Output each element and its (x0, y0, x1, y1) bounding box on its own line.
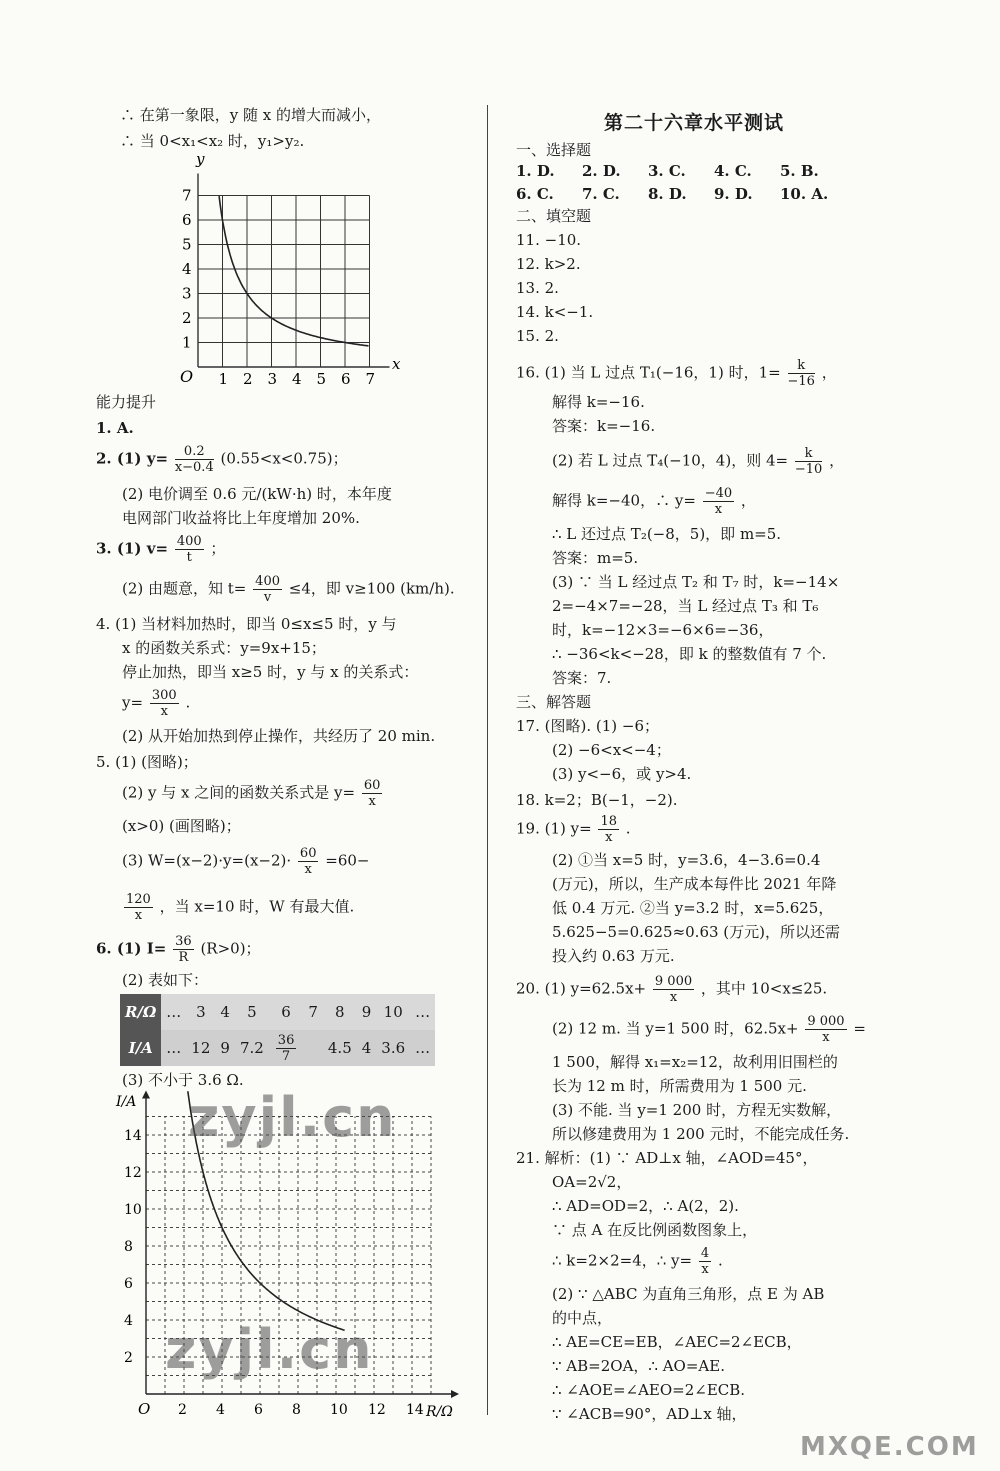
table-cell: 10 (376, 994, 410, 1030)
answer-12: 12. k>2. (516, 255, 581, 273)
table-cell: 3 (186, 994, 215, 1030)
x-tick-label: 10 (330, 1402, 348, 1418)
choice-answers-row (516, 161, 840, 181)
answer-14: 14. k<−1. (516, 303, 594, 321)
text-line: 的中点， (552, 1309, 613, 1327)
text-line: 时，k=−12×3=−6×6=−36， (552, 621, 774, 639)
origin-label: O (180, 367, 194, 386)
text-line: 5.625−5=0.625≈0.63 (万元)，所以还需 (552, 923, 841, 941)
x-tick-label: 7 (365, 370, 376, 388)
x-tick-label: 2 (178, 1402, 187, 1418)
text-line: 答案：7. (552, 669, 612, 687)
y-axis-label: y (196, 150, 205, 168)
choice-answer: 6. C. (516, 185, 554, 203)
y-tick-label: 10 (124, 1202, 142, 1218)
section-heading: 能力提升 (96, 393, 157, 411)
text-line: 解得 k=−16. (552, 393, 645, 411)
table-cell: 3.6 (376, 1030, 410, 1066)
text-line: (3) 不小于 3.6 Ω. (122, 1071, 244, 1089)
y-tick-label: 3 (182, 284, 192, 303)
answer-20-1: 20. (1) y=62.5x+ $\frac{9 000}{x}$ ，其中 10<x≤25. (516, 974, 828, 1005)
choice-answer: 7. C. (582, 185, 620, 203)
choice-answers-row (516, 184, 840, 204)
answer-21: 21. 解析：(1) ∵ AD⊥x 轴，∠AOD=45°， (516, 1149, 818, 1167)
table-cell: … (161, 1030, 186, 1066)
x-tick-label: 8 (292, 1402, 301, 1418)
answer-16-2-cont: 解得 k=−40，∴ y= $\frac{-40}{x}$ ， (552, 486, 756, 517)
table-cell: $\frac{36}{7}$ (269, 1030, 304, 1066)
answer-4-formula: y= $\frac{300}{x}$ . (122, 688, 191, 719)
text-line: 投入约 0.63 万元. (552, 947, 675, 965)
watermark: zyjl.cn (165, 1318, 374, 1381)
text-line: 长为 12 m 时，所需费用为 1 500 元. (552, 1077, 807, 1095)
text-line: ∴ 在第一象限，y 随 x 的增大而减小， (120, 106, 382, 124)
text-line: (2) 从开始加热到停止操作，共经历了 20 min. (122, 727, 436, 745)
text-line: 4. (1) 当材料加热时，即当 0≤x≤5 时，y 与 (96, 615, 397, 633)
text-line: (3) ∵ 当 L 经过点 T₂ 和 T₇ 时，k=−14× (552, 573, 840, 591)
x-tick-label: 6 (341, 370, 351, 388)
text-line: x 的函数关系式：y=9x+15； (122, 639, 326, 657)
table-cell: 6 (269, 994, 304, 1030)
table-cell (303, 1030, 323, 1066)
y-tick-label: 4 (124, 1313, 133, 1329)
text-line: ∵ 点 A 在反比例函数图象上， (552, 1221, 758, 1239)
text-line: (2) ∵ △ABC 为直角三角形，点 E 为 AB (552, 1285, 825, 1303)
y-tick-label: 1 (182, 333, 192, 352)
text-line: (2) ①当 x=5 时，y=3.6，4−3.6=0.4 (552, 851, 821, 869)
y-tick-label: 12 (124, 1165, 142, 1181)
x-axis-label: R/Ω (426, 1404, 453, 1418)
text-line: (2) 表如下： (122, 971, 209, 989)
table-cell: 5 (235, 994, 269, 1030)
table-cell: 12 (186, 1030, 215, 1066)
section-heading: 一、选择题 (516, 141, 592, 159)
table-cell: 8 (323, 994, 357, 1030)
y-tick-label: 2 (182, 309, 192, 327)
table-cell: … (410, 1030, 435, 1066)
text-line: ∴ AD=OD=2，∴ A(2，2). (552, 1197, 739, 1215)
y-axis-label: I/A (116, 1094, 137, 1110)
text-line: ∴ L 还过点 T₂(−8，5)，即 m=5. (552, 525, 782, 543)
text-line: 低 0.4 万元. ②当 y=3.2 时，x=5.625， (552, 899, 834, 917)
text-line: (2) −6<x<−4； (552, 741, 671, 759)
text-line: 电网部门收益将比上年度增加 20%. (122, 509, 360, 527)
choice-answer: 4. C. (714, 162, 752, 180)
choice-answer: 3. C. (648, 162, 686, 180)
choice-answer: 2. D. (582, 162, 621, 180)
choice-answer: 1. D. (516, 162, 555, 180)
y-tick-label: 6 (182, 211, 192, 229)
table-cell: 4 (357, 1030, 377, 1066)
answer-16-1: 16. (1) 当 L 过点 T₁(−16，1) 时，1= $\frac{k}{-16}$ ， (516, 358, 837, 389)
x-tick-label: 2 (243, 370, 253, 388)
x-tick-label: 6 (254, 1402, 263, 1418)
answer-11: 11. −10. (516, 231, 582, 249)
text-line: ∵ AB=2OA，∴ AO=AE. (552, 1357, 725, 1375)
table-cell: 7.2 (235, 1030, 269, 1066)
x-tick-label: 12 (368, 1402, 386, 1418)
watermark-site: MXQE.COM (800, 1432, 979, 1462)
table-cell: … (410, 994, 435, 1030)
answer-20-2: (2) 12 m. 当 y=1 500 时，62.5x+ $\frac{9 000}{x}$ = (552, 1014, 866, 1045)
text-line: (万元)，所以，生产成本每件比 2021 年降 (552, 875, 837, 893)
x-tick-label: 3 (267, 370, 278, 388)
choice-answer: 8. D. (648, 185, 687, 203)
text-line: 停止加热，即当 x≥5 时，y 与 x 的关系式： (122, 663, 419, 681)
answer-5-3: (3) W=(x−2)·y=(x−2)· $\frac{60}{x}$ =60− (122, 846, 370, 877)
answer-16-2: (2) 若 L 过点 T₄(−10，4)，则 4= $\frac{k}{-10}$ ， (552, 446, 845, 477)
answer-2-1: 2. (1) y= $\frac{0.2}{x-0.4}$ (0.55<x<0.75)； (96, 444, 348, 475)
text-line: (x>0) (画图略)； (122, 817, 241, 835)
x-axis-label: x (392, 355, 401, 373)
answer-19-1: 19. (1) y= $\frac{18}{x}$ . (516, 814, 631, 845)
x-tick-label: 5 (316, 370, 327, 388)
chapter-title: 第二十六章水平测试 (604, 112, 785, 134)
y-tick-label: 5 (182, 235, 192, 254)
answer-5-2: (2) y 与 x 之间的函数关系式是 y= $\frac{60}{x}$ (122, 778, 381, 809)
y-tick-label: 2 (124, 1350, 133, 1366)
text-line: 答案：m=5. (552, 549, 639, 567)
y-tick-label: 14 (124, 1128, 142, 1144)
section-heading: 二、填空题 (516, 207, 592, 225)
answer-17: 17. (图略). (1) −6； (516, 717, 659, 735)
text-line: ∴ 当 0<x₁<x₂ 时，y₁>y₂. (120, 132, 305, 150)
y-tick-label: 6 (124, 1276, 133, 1292)
answer-1: 1. A. (96, 419, 134, 437)
table-cell: 9 (357, 994, 377, 1030)
answer-3-2: (2) 由题意，知 t= $\frac{400}{v}$ ≤4，即 v≥100 (km/h). (122, 574, 455, 605)
text-line: (2) 电价调至 0.6 元/(kW·h) 时，本年度 (122, 485, 392, 503)
text-line: ∴ ∠AOE=∠AEO=2∠ECB. (552, 1381, 746, 1399)
text-line: (3) 不能. 当 y=1 200 时，方程无实数解， (552, 1101, 842, 1119)
answer-6-1: 6. (1) I= $\frac{36}{R}$ (R>0)； (96, 934, 261, 965)
text-line: ∵ ∠ACB=90°，AD⊥x 轴， (552, 1405, 747, 1423)
text-line: ∴ AE=CE=EB，∠AEC=2∠ECB， (552, 1333, 802, 1351)
table-cell: 4 (215, 994, 235, 1030)
answer-13: 13. 2. (516, 279, 559, 297)
table-cell: 4.5 (323, 1030, 357, 1066)
resistance-current-table (120, 994, 435, 1066)
column-divider (487, 105, 488, 1415)
table-cell: 7 (303, 994, 323, 1030)
answer-18: 18. k=2；B(−1，−2). (516, 791, 678, 809)
choice-answer: 9. D. (714, 185, 753, 203)
y-tick-label: 4 (182, 260, 192, 278)
text-line: 2=−4×7=−28，当 L 经过点 T₃ 和 T₆ (552, 597, 819, 615)
text-line: ∴ −36<k<−28，即 k 的整数值有 7 个. (552, 645, 827, 663)
text-line: 答案：k=−16. (552, 417, 656, 435)
text-line: 所以修建费用为 1 200 元时，不能完成任务. (552, 1125, 850, 1143)
answer-5-3-cont: $\frac{120}{x}$ ，当 x=10 时，W 有最大值. (126, 892, 355, 923)
answer-21-formula: ∴ k=2×2=4，∴ y= $\frac{4}{x}$ . (552, 1246, 723, 1277)
table-header-cell: I/A (120, 1030, 161, 1066)
text-line: (3) y<−6，或 y>4. (552, 765, 692, 783)
choice-answer: 5. B. (780, 162, 819, 180)
table-header-cell: R/Ω (120, 994, 161, 1030)
x-tick-label: 1 (218, 370, 229, 388)
y-tick-label: 8 (124, 1239, 133, 1255)
text-line: 5. (1) (图略)； (96, 753, 198, 771)
watermark: zyjl.cn (188, 1086, 397, 1149)
section-heading: 三、解答题 (516, 693, 592, 711)
x-tick-label: 4 (216, 1402, 225, 1418)
answer-3-1: 3. (1) v= $\frac{400}{t}$ ； (96, 534, 226, 565)
choice-answer: 10. A. (780, 185, 829, 203)
answer-15: 15. 2. (516, 327, 559, 345)
table-cell: 9 (215, 1030, 235, 1066)
text-line: OA=2√2， (552, 1173, 632, 1191)
y-tick-label: 7 (182, 186, 192, 205)
graph-inverse-function (160, 150, 410, 390)
x-tick-label: 4 (292, 370, 302, 388)
x-tick-label: 14 (406, 1402, 424, 1418)
table-cell: … (161, 994, 186, 1030)
text-line: 1 500，解得 x₁=x₂=12，故利用旧围栏的 (552, 1053, 838, 1071)
origin-label: O (138, 1400, 151, 1418)
